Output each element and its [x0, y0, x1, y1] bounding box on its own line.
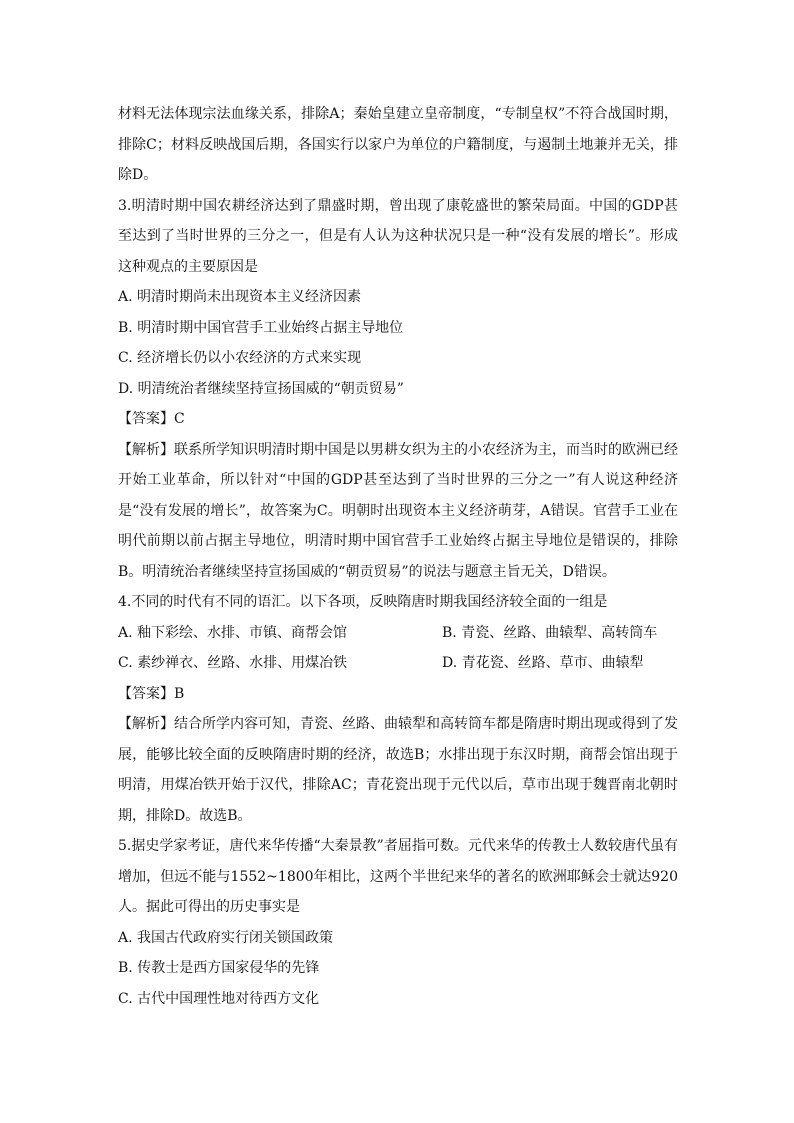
- question-3-answer: 【答案】C: [118, 411, 185, 427]
- question-4-options-row-2: [118, 648, 678, 679]
- question-5-option-b: B. 传教士是西方国家侵华的先锋: [118, 960, 320, 976]
- question-4-analysis: 【解析】结合所学内容可知，青瓷、丝路、曲辕犁和高转筒车都是隋唐时期出现或得到了发展，能够比较全面的反映隋唐时期的经济，故选B；水排出现于东汉时期，商帮会馆出现于明清，用煤冶铁开始于汉代，排除AC；青花瓷出现于元代以后，草市出现于魏晋南北朝时期，排除D。故选B。: [118, 716, 678, 824]
- question-4-answer: 【答案】B: [118, 685, 185, 702]
- question-4-stem: 4.不同的时代有不同的语汇。以下各项，反映隋唐时期我国经济较全面的一组是: [118, 594, 608, 610]
- question-4-option-d: D. 青花瓷、丝路、草市、曲辕犁: [442, 655, 644, 671]
- question-3-option-c: C. 经济增长仍以小农经济的方式来实现: [118, 350, 362, 366]
- previous-analysis-continuation: 材料无法体现宗法血缘关系，排除A；秦始皇建立皇帝制度，“专制皇权”不符合战国时期，排除C；材料反映战国后期，各国实行以家户为单位的户籍制度，与遏制土地兼并无关，排除D。: [118, 106, 678, 183]
- question-3-option-b: B. 明清时期中国官营手工业始终占据主导地位: [118, 319, 404, 336]
- question-4-option-b: B. 青瓷、丝路、曲辕犁、高转筒车: [442, 624, 658, 641]
- question-5-option-c: C. 古代中国理性地对待西方文化: [118, 990, 320, 1007]
- question-3-option-a: A. 明清时期尚未出现资本主义经济因素: [118, 289, 362, 305]
- question-5-option-a: A. 我国古代政府实行闭关锁国政策: [118, 929, 334, 946]
- question-4-option-c: C. 素纱禅衣、丝路、水排、用煤冶铁: [118, 655, 348, 671]
- question-4-option-a: A. 釉下彩绘、水排、市镇、商帮会馆: [118, 624, 348, 641]
- document-page: [118, 99, 678, 1014]
- question-4-options-row-1: [118, 618, 678, 649]
- question-3-option-d: D. 明清统治者继续坚持宣扬国威的“朝贡贸易”: [118, 380, 404, 397]
- question-5-stem: 5.据史学家考证，唐代来华传播“大秦景教”者屈指可数。元代来华的传教士人数较唐代虽有增加，但远不能与1552~1800年相比，这两个半世纪来华的著名的欧洲耶稣会士就达920人。据此可得出的历史事实是: [118, 838, 678, 915]
- question-3-analysis: 【解析】联系所学知识明清时期中国是以男耕女织为主的小农经济为主，而当时的欧洲已经开始工业革命，所以针对“中国的GDP甚至达到了当时世界的三分之一”有人说这种经济是“没有发展的增长”，故答案为C。明朝时出现资本主义经济萌芽，A错误。官营手工业在明代前期以前占据主导地位，明清时期中国官营手工业始终占据主导地位是错误的，排除B。明清统治者继续坚持宣扬国威的“朝贡贸易”的说法与题意主旨无关，D错误。: [118, 441, 678, 580]
- question-3-stem: 3.明清时期中国农耕经济达到了鼎盛时期，曾出现了康乾盛世的繁荣局面。中国的GDP甚至达到了当时世界的三分之一，但是有人认为这种状况只是一种“没有发展的增长”。形成这种观点的主要原因是: [118, 197, 678, 275]
